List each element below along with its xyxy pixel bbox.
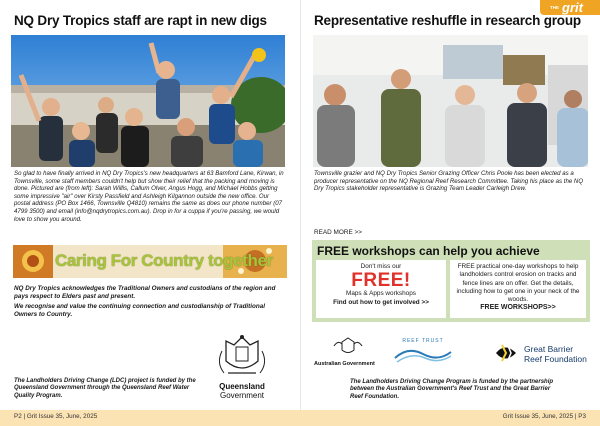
right-footer: Grit Issue 35, June, 2025 | P3 bbox=[502, 413, 586, 420]
caring-banner-text: Caring For Country together bbox=[55, 251, 273, 270]
reef-trust-logo bbox=[393, 338, 453, 366]
workshops-description: FREE practical one-day workshops to help landholders control erosion on tracks and fence lines are on offer. Get the details, including how to get one in your neck of the woods. bbox=[456, 263, 580, 304]
qld-logo-line1: Queensland bbox=[219, 382, 265, 391]
right-article-title: Representative reshuffle in research group bbox=[314, 13, 581, 28]
qld-logo-line2: Government bbox=[219, 391, 265, 400]
maps-apps-panel[interactable] bbox=[316, 260, 446, 318]
free-badge: FREE! bbox=[351, 270, 411, 292]
page-divider bbox=[300, 0, 301, 410]
free-workshops-link[interactable]: FREE WORKSHOPS>> bbox=[480, 304, 556, 312]
australian-government-logo bbox=[314, 336, 384, 366]
right-funding-note: The Landholders Driving Change Program is funded by the partnership between the Australian Government's Reef Trust and the Great Barrier Reef Foundation. bbox=[350, 379, 554, 400]
workshops-info-panel bbox=[450, 260, 586, 318]
left-funding-note: The Landholders Driving Change (LDC) project is funded by the Queensland Government through the Queensland Reef Water Quality Program. bbox=[14, 378, 196, 399]
caring-banner bbox=[13, 245, 287, 278]
right-article-body: Townsville grazier and NQ Dry Tropics Senior Grazing Officer Chris Poole has been elected as a producer representative on the NQ Regional Reef Research Committee. Taking his place as the NQ Dry Tropics stakeholder representative is Grazing Team Leader Carleigh Drew. bbox=[314, 170, 584, 193]
research-group-photo bbox=[313, 35, 588, 167]
gbrf-line2: Reef Foundation bbox=[524, 354, 587, 364]
brand-prefix: THE bbox=[550, 5, 559, 10]
find-out-link[interactable]: Find out how to get involved >> bbox=[333, 298, 429, 306]
workshops-title: FREE workshops can help you achieve bbox=[317, 244, 540, 258]
acknowledgement-text: NQ Dry Tropics acknowledges the Traditional Owners and custodians of the region and pays respect to Elders past and present. bbox=[14, 285, 276, 300]
aus-gov-text: Australian Government bbox=[314, 361, 375, 367]
maps-apps-text: Maps & Apps workshops bbox=[346, 290, 416, 298]
read-more-link[interactable]: READ MORE >> bbox=[314, 229, 362, 236]
left-article-body: So glad to have finally arrived in NQ Dry Tropics's new headquarters at 63 Bamford Lane, Kirwan, in Townsville, some staff members couldn't help but show their relief that the packing and moving is done. Pictured are (from left): Sarah Willis, Callum Olver, Angus Hogg, and Michael Hobbs getting some impressive "air" over Kirsty Passfield and Ashleigh Kilgannon outside the new office. Our postal address (PO Box 1466, Townsville Q4810) remains the same as does our phone number (07 4799 3500) and email (info@nqdrytropics.com.au). Drop in for a cuppa if you're passing, we would love to show you around. bbox=[14, 170, 284, 223]
left-footer: P2 | Grit Issue 35, June, 2025 bbox=[14, 413, 98, 420]
recognition-text: We recognise and value the continuing connection and custodianship of Traditional Owners to Country. bbox=[14, 303, 265, 318]
reef-trust-text: REEF TRUST bbox=[402, 338, 444, 344]
gbrf-line1: Great Barrier bbox=[524, 344, 574, 354]
workshops-box bbox=[312, 240, 590, 322]
staff-photo bbox=[11, 35, 285, 167]
left-article-title: NQ Dry Tropics staff are rapt in new digs bbox=[14, 13, 267, 28]
dont-miss-text: Don't miss our bbox=[360, 263, 402, 270]
gbrf-logo bbox=[492, 340, 592, 368]
queensland-government-logo bbox=[214, 333, 270, 403]
brand-logo: grit bbox=[562, 0, 583, 15]
